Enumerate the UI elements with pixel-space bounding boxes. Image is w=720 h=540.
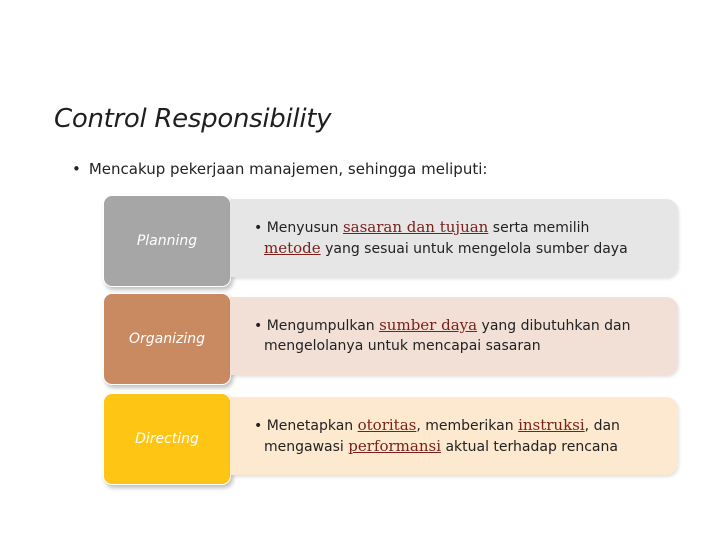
intro-text [72, 160, 487, 178]
highlight-text: instruksi [518, 416, 585, 434]
text: yang sesuai untuk mengelola sumber daya [320, 241, 628, 257]
highlight-text: metode [264, 239, 321, 257]
description-directing [230, 397, 678, 475]
bullet: • [254, 418, 263, 434]
highlight-text: sasaran dan tujuan [342, 218, 489, 236]
row-directing [0, 393, 720, 485]
text: Mengumpulkan [266, 318, 380, 334]
text: Menyusun [266, 220, 343, 236]
description-text [254, 415, 674, 457]
intro-label: Mencakup pekerjaan manajemen, sehingga meliputi: [88, 160, 488, 178]
description-text [254, 217, 674, 259]
text: serta memilih [488, 220, 590, 236]
row-organizing [0, 293, 720, 385]
highlight-text: performansi [348, 437, 441, 455]
description-organizing [230, 297, 678, 375]
text: , memberikan [416, 418, 519, 434]
bullet: • [254, 318, 263, 334]
text: Menetapkan [266, 418, 358, 434]
text: mengelolanya untuk mencapai sasaran [264, 338, 541, 354]
tag-label: Organizing [128, 331, 205, 347]
text: yang dibutuhkan dan [477, 318, 631, 334]
description-planning [230, 199, 678, 277]
bullet: • [72, 160, 81, 178]
slide-title: Control Responsibility [54, 104, 332, 134]
text: mengawasi [264, 439, 349, 455]
bullet: • [254, 220, 263, 236]
tag-label: Directing [135, 431, 199, 447]
row-planning [0, 195, 720, 287]
text: aktual terhadap rencana [441, 439, 618, 455]
highlight-text: otoritas [357, 416, 417, 434]
tag-planning [103, 195, 231, 287]
highlight-text: sumber daya [379, 316, 478, 334]
tag-label: Planning [136, 233, 198, 249]
text: , dan [584, 418, 620, 434]
description-text [254, 315, 674, 356]
tag-organizing [103, 293, 231, 385]
tag-directing [103, 393, 231, 485]
